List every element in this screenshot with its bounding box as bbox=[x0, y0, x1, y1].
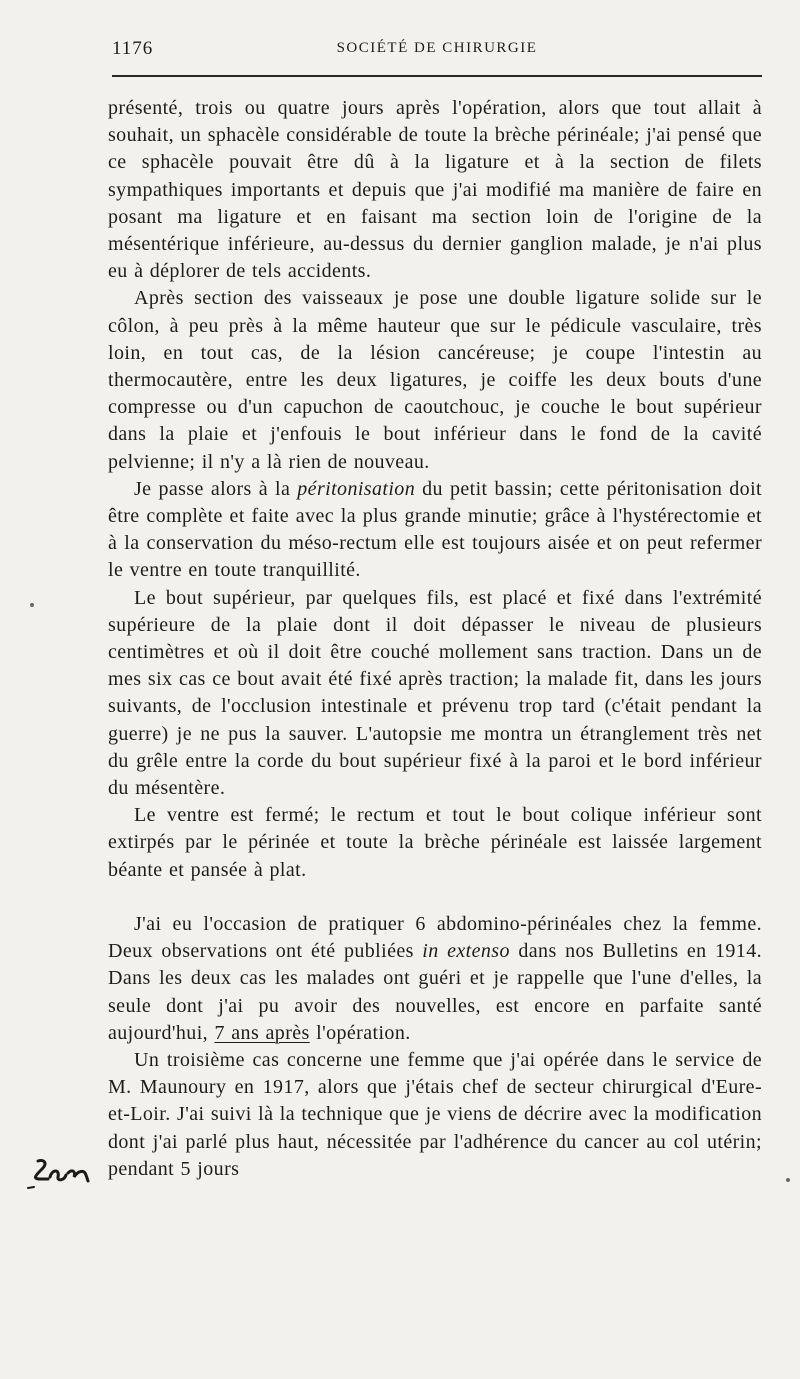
paragraph-6-text-c: l'opération. bbox=[309, 1021, 411, 1044]
paragraph-6-text-a: J'ai eu l'occasion de pratiquer 6 abdomino-périnéales chez la femme. Deux observations ont été publiées bbox=[108, 912, 762, 963]
section-gap bbox=[108, 884, 762, 911]
paragraph-6-underlined: 7 ans après bbox=[214, 1021, 310, 1044]
paragraph-6-italic: in extenso bbox=[422, 940, 510, 963]
running-head bbox=[112, 38, 762, 62]
paragraph-3 bbox=[108, 476, 762, 585]
handwritten-mark-icon bbox=[24, 1155, 104, 1191]
paragraph-5: Le ventre est fermé; le rectum et tout le bout colique inférieur sont extirpés par le périnée et toute la brèche périnéale est laissée largement béante et pansée à plat. bbox=[108, 804, 762, 881]
paragraph-4: Le bout supérieur, par quelques fils, est placé et fixé dans l'extrémité supérieure de la plaie dont il doit dépasser le niveau de plusieurs centimètres et où il doit être couché mollement sans traction. Dans un de mes six cas ce bout avait été fixé après traction; la malade fit, dans les jours suivants, de l'occlusion intestinale et prévenu trop tard (c'était pendant la guerre) je ne pus la sauver. L'autopsie me montra un étranglement très net du grêle entre la corde du bout supérieur fixé à la paroi et le bord inférieur du mésentère. bbox=[108, 586, 762, 800]
page-number: 1176 bbox=[112, 38, 154, 59]
paragraph-2: Après section des vaisseaux je pose une double ligature solide sur le côlon, à peu près à la même hauteur que sur le pédicule vasculaire, très loin, en tout cas, de la lésion cancéreuse; je coupe l'intestin au thermocautère, entre les deux ligatures, je coiffe les deux bouts d'une compresse ou d'un capuchon de caoutchouc, je couche le bout supérieur dans la plaie et j'enfouis le bout inférieur dans le fond de la cavité pelvienne; il n'y a là rien de nouveau. bbox=[108, 287, 762, 473]
paragraph-1: présenté, trois ou quatre jours après l'opération, alors que tout allait à souhait, un sphacèle considérable de toute la brèche périnéale; j'ai pensé que ce sphacèle pouvait être dû à la ligature et à la section de filets sympathiques importants et depuis que j'ai modifié ma manière de faire en posant ma ligature et en faisant ma section loin de l'origine de la mésentérique inférieure, au-dessus du dernier ganglion malade, je n'ai plus eu à déplorer de tels accidents. bbox=[108, 97, 762, 283]
paragraph-3-italic: péritonisation bbox=[297, 477, 416, 500]
paragraph-3-text-a: Je passe alors à la bbox=[134, 477, 298, 500]
paragraph-6-text-b: dans nos Bulletins en 1914. Dans les deux cas les malades ont guéri et je rappelle que l'une d'elles, la seule dont j'ai pu avoir des nouvelles, est encore en parfaite santé aujourd'hui, bbox=[108, 940, 763, 1044]
journal-title: SOCIÉTÉ DE CHIRURGIE bbox=[336, 40, 538, 56]
body-text bbox=[108, 95, 762, 1183]
paragraph-3-text-b: du petit bassin; cette péritonisation doit être complète et faite avec la plus grande minutie; grâce à l'hystérectomie et à la conservation du méso-rectum elle est toujours aisée et on peut refermer le ventre en toute tranquillité. bbox=[108, 477, 762, 582]
margin-speck bbox=[786, 1178, 790, 1182]
paragraph-7: Un troisième cas concerne une femme que j'ai opérée dans le service de M. Maunoury en 1917, alors que j'étais chef de secteur chirurgical d'Eure-et-Loir. J'ai suivi là la technique que je viens de décrire avec la modification dont j'ai parlé plus haut, nécessitée par l'adhérence du cancer au col utérin; pendant 5 jours bbox=[108, 1048, 762, 1180]
header-rule bbox=[112, 75, 762, 77]
margin-speck bbox=[30, 603, 34, 607]
paragraph-6 bbox=[108, 911, 762, 1047]
